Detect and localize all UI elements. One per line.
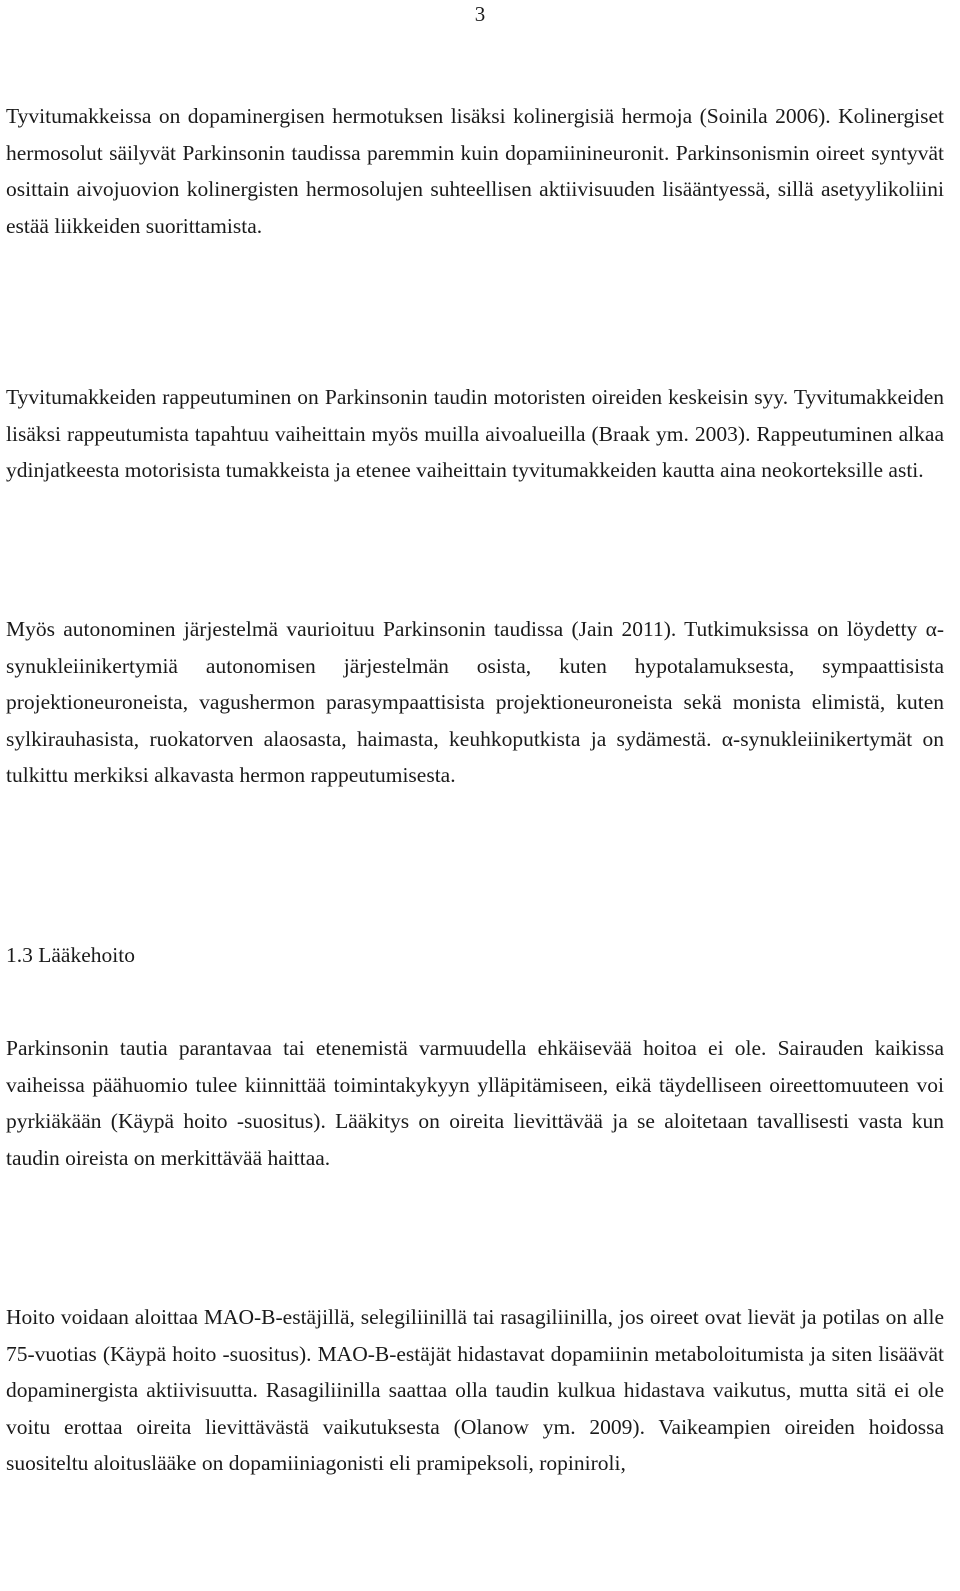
paragraph-mao-b-inhibitors: Hoito voidaan aloittaa MAO-B-estäjillä, selegiliinillä tai rasagiliinilla, jos oireet ovat lievät ja potilas on alle 75-vuotias (Käypä hoito -suositus). MAO-B-estäjät hidastavat dopamiinin metaboloitumista ja siten lisäävät dopaminergista aktiivisuutta. Rasagiliinilla saattaa olla taudin kulkua hidastava vaikutus, mutta sitä ei ole voitu erottaa oireita lievittävästä vaikutuksesta (Olanow ym. 2009). Vaikeampien oireiden hoidossa suositeltu aloituslääke on dopamiiniagonisti eli pramipeksoli, ropiniroli,: [6, 1305, 944, 1476]
section-heading: 1.3 Lääkehoito: [6, 943, 135, 967]
paragraph-autonomic-system: Myös autonominen järjestelmä vaurioituu Parkinsonin taudissa (Jain 2011). Tutkimuksissa on löydetty α-synukleiinikertymiä autonomisen järjestelmän osista, kuten hypotalamuksesta, sympaattisista projektioneuroneista, vagushermon parasympaattisista projektioneuroneista sekä monista elimistä, kuten sylkirauhasista, ruokatorven alaosasta, haimasta, keuhkoputkista ja sydämestä. α-synukleiinikertymät on tulkittu merkiksi alkavasta hermon rappeutumisesta.: [6, 617, 944, 788]
paragraph-basal-ganglia-degeneration: Tyvitumakkeiden rappeutuminen on Parkinsonin taudin motoristen oireiden keskeisin syy. Tyvitumakkeiden lisäksi rappeutumista tapahtuu vaiheittain myös muilla aivoalueilla (Braak ym. 2003). Rappeutuminen alkaa ydinjatkeesta motorisista tumakkeista ja etenee vaiheittain tyvitumakkeiden kautta aina neokorteksille asti.: [6, 385, 944, 483]
paragraph-cholinergic-neurons: Tyvitumakkeissa on dopaminergisen hermotuksen lisäksi kolinergisiä hermoja (Soinila 2006). Kolinergiset hermosolut säilyvät Parkinsonin taudissa paremmin kuin dopamiinineuronit. Parkinsonismin oireet syntyvät osittain aivojuovion kolinergisten hermosolujen suhteellisen aktiivisuuden lisääntyessä, sillä asetyylikoliini estää liikkeiden suorittamista.: [6, 104, 944, 238]
page-number: 3: [474, 2, 486, 26]
paragraph-treatment-overview: Parkinsonin tautia parantavaa tai etenemistä varmuudella ehkäisevää hoitoa ei ole. Sairauden kaikissa vaiheissa päähuomio tulee kiinnittää toimintakykyyn ylläpitämiseen, eikä täydelliseen oireettomuuteen voi pyrkiäkään (Käypä hoito -suositus). Lääkitys on oireita lievittävää ja se aloitetaan tavallisesti vasta kun taudin oireista on merkittävää haittaa.: [6, 1036, 944, 1170]
